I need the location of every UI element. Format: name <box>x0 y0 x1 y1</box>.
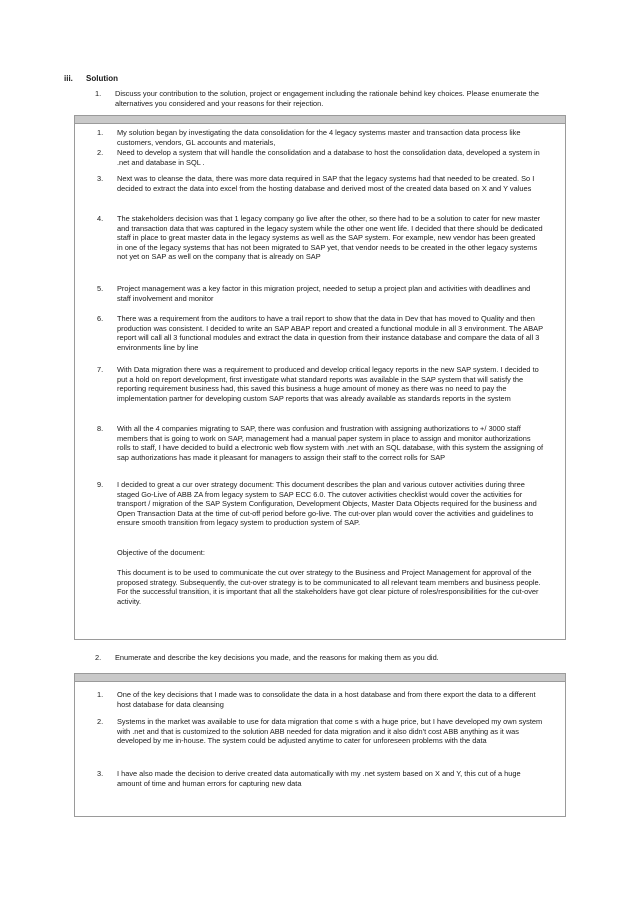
list-item <box>97 769 543 788</box>
list-item-number: 5. <box>97 284 104 293</box>
section-number: iii. <box>64 74 73 83</box>
list-item-number: 1. <box>97 128 104 137</box>
list-item-text: The stakeholders decision was that 1 legacy company go live after the other, so there had to be a solution to cater for new master and transaction data that was captured in the legacy system while the other one went life. I decided that there should be dedicated staff in place to great master data in the legacy systems as well as the SAP system. For example, new vendor has been greated in one of the legacy systems that has not been migrated to SAP yet, that vendor needs to be created in the other legacy systems not yet on SAP as well on the company that is already on SAP <box>117 214 543 262</box>
objective-label: Objective of the document: <box>117 548 205 557</box>
list-item <box>97 690 543 709</box>
list-item-text: There was a requirement from the auditors to have a trail report to show that the data in Dev that has moved to Quality and then production was consistent. I decided to write an SAP ABAP report and created a functional module in all 3 environment. The ABAP report will call all 3 functional modules and extract the data in question from their instance database and compare the data of all 3 environments line by line <box>117 314 543 352</box>
question-1 <box>95 89 565 108</box>
list-item-number: 4. <box>97 214 104 223</box>
list-item-text: Next was to cleanse the data, there was more data required in SAP that the legacy systems had that needed to be created. So I decided to extract the data into excel from the hosting database and derived most of the created data based on X and Y values <box>117 174 535 193</box>
question-1-number: 1. <box>95 89 102 98</box>
list-item <box>97 128 543 147</box>
answer-box-2 <box>74 673 566 817</box>
list-item-text: With Data migration there was a requirement to produced and develop critical legacy reports in the new SAP system. I decided to put a hold on report development, first investigate what standard reports was available in the SAP system that will satisfy the reporting requirement business had, this saved this business a huge amount of money as there was no need to pay the implementation partner for developing custom SAP reports that was already available as standards reports in the system <box>117 365 539 403</box>
question-2-text: Enumerate and describe the key decisions you made, and the reasons for making them as you did. <box>115 653 439 662</box>
objective-text: This document is to be used to communicate the cut over strategy to the Business and Project Management for approval of the proposed strategy. Subsequently, the cut-over strategy is to be communicated to all relevant team members and business people. For the successful transition, it is important that all the stakeholders have got clear picture of roles/responsibilities for the cut-over activity. <box>117 568 541 606</box>
list-item-text: My solution began by investigating the data consolidation for the 4 legacy systems master and transaction data process like customers, vendors, GL accounts and materials, <box>117 128 521 147</box>
list-item-number: 3. <box>97 174 104 183</box>
list-item-number: 1. <box>97 690 104 699</box>
list-item-text: Project management was a key factor in this migration project, needed to setup a project plan and activities with deadlines and staff involvement and monitor <box>117 284 531 303</box>
list-item-number: 9. <box>97 480 104 489</box>
answer-box-2-header-bar <box>75 674 565 682</box>
list-item-number: 6. <box>97 314 104 323</box>
list-item-text: Systems in the market was available to use for data migration that come s with a huge price, but I have developed my own system with .net and that is customized to the solution ABB needed for data migration and it also didn't cost ABB anything as it was developed by me in-house. The system could be adjusted anytime to cater for unforeseen problems with the data <box>117 717 543 746</box>
section-title: Solution <box>86 74 118 83</box>
list-item-number: 8. <box>97 424 104 433</box>
list-item <box>97 174 543 193</box>
list-item <box>97 717 543 746</box>
list-item <box>97 424 543 462</box>
list-item <box>97 214 543 262</box>
question-2 <box>95 653 565 663</box>
list-item-text: One of the key decisions that I made was to consolidate the data in a host database and from there export the data to a different host database for data cleansing <box>117 690 536 709</box>
answer-box-1 <box>74 115 566 640</box>
list-item <box>97 314 543 352</box>
list-item <box>97 480 543 528</box>
list-item-number: 2. <box>97 717 104 726</box>
list-item-text: With all the 4 companies migrating to SAP, there was confusion and frustration with assigning authorizations to +/ 3000 staff members that is going to work on SAP, management had a manual paper system in place to assign and monitor authorizations rolls to staff, I have decided to build a electronic web flow system with .net with an SQL database, with this system the assigning of sap authorizations has made it pleasant for managers to assign their staff to the correct rolls for SAP <box>117 424 544 462</box>
list-item-text: I decided to great a cur over strategy document: This document describes the plan and various cutover activities during three staged Go-Live of ABB ZA from legacy system to SAP ECC 6.0. The cutover activities checklist would cover the activities for transport / migration of the SAP System Configuration, Development Objects, Master Data Objects required for the business and Open Transaction Data at the time of cut-off period before go-live. The cut-over plan would cover the activities and guidelines to ensure smooth transition from legacy system to production system of SAP. <box>117 480 537 528</box>
question-2-number: 2. <box>95 653 102 662</box>
section-heading <box>64 74 118 84</box>
list-item <box>97 365 543 403</box>
question-1-text: Discuss your contribution to the solution, project or engagement including the rationale behind key choices. Please enumerate the alternatives you considered and your reasons for their rejection. <box>115 89 539 108</box>
list-item-text: Need to develop a system that will handle the consolidation and a database to host the consolidation data, developed a system in .net and database in SQL . <box>117 148 540 167</box>
list-item <box>97 284 543 303</box>
list-item-number: 3. <box>97 769 104 778</box>
list-item-number: 7. <box>97 365 104 374</box>
list-item-number: 2. <box>97 148 104 157</box>
list-item <box>97 148 543 167</box>
list-item-text: I have also made the decision to derive created data automatically with my .net system based on X and Y, this cut of a huge amount of time and human errors for capturing new data <box>117 769 521 788</box>
answer-box-1-header-bar <box>75 116 565 124</box>
